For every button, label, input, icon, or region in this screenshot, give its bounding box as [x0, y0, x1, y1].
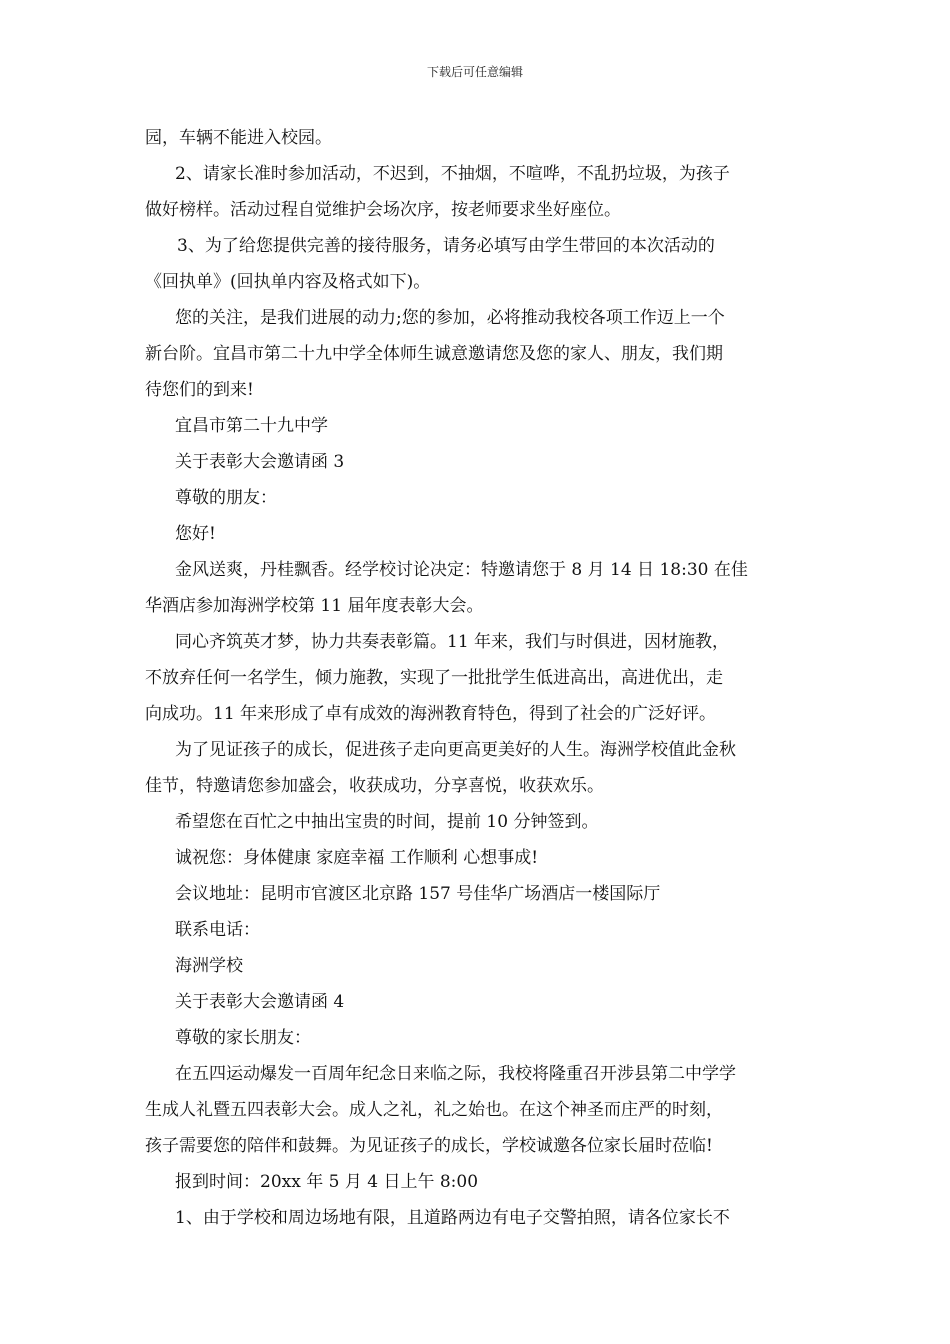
line-14: 华酒店参加海洲学校第 11 届年度表彰大会。	[145, 596, 484, 616]
page-header: 下载后可任意编辑	[426, 65, 523, 79]
line-4: 3、为了给您提供完善的接待服务，请务必填写由学生带回的本次活动的	[177, 236, 715, 256]
line-18: 为了见证孩子的成长，促进孩子走向更高更美好的人生。海洲学校值此金秋	[175, 740, 736, 760]
line-9: 宜昌市第二十九中学	[175, 416, 328, 436]
line-24: 海洲学校	[175, 956, 243, 976]
line-8: 待您们的到来!	[145, 380, 254, 400]
line-19: 佳节，特邀请您参加盛会，收获成功，分享喜悦，收获欢乐。	[145, 776, 604, 796]
line-21: 诚祝您：身体健康 家庭幸福 工作顺利 心想事成!	[175, 848, 539, 868]
line-1: 园，车辆不能进入校园。	[145, 128, 332, 148]
line-10: 关于表彰大会邀请函 3	[175, 452, 345, 472]
line-15: 同心齐筑英才梦，协力共奏表彰篇。11 年来，我们与时俱进，因材施教，	[175, 632, 730, 652]
line-26: 尊敬的家长朋友：	[175, 1028, 311, 1048]
document-body	[145, 120, 815, 1236]
line-17: 向成功。11 年来形成了卓有成效的海洲教育特色，得到了社会的广泛好评。	[145, 704, 717, 724]
line-23: 联系电话：	[175, 920, 260, 940]
line-25: 关于表彰大会邀请函 4	[175, 992, 345, 1012]
line-2: 2、请家长准时参加活动，不迟到，不抽烟，不喧哗，不乱扔垃圾，为孩子	[175, 164, 730, 184]
line-29: 孩子需要您的陪伴和鼓舞。为见证孩子的成长，学校诚邀各位家长届时莅临!	[145, 1136, 713, 1156]
line-30: 报到时间：20xx 年 5 月 4 日上午 8:00	[175, 1172, 479, 1192]
line-28: 生成人礼暨五四表彰大会。成人之礼，礼之始也。在这个神圣而庄严的时刻，	[145, 1100, 723, 1120]
line-20: 希望您在百忙之中抽出宝贵的时间，提前 10 分钟签到。	[175, 812, 599, 832]
line-5: 《回执单》(回执单内容及格式如下)。	[145, 272, 431, 292]
line-6: 您的关注，是我们进展的动力;您的参加，必将推动我校各项工作迈上一个	[175, 308, 725, 328]
line-27: 在五四运动爆发一百周年纪念日来临之际，我校将隆重召开涉县第二中学学	[175, 1064, 736, 1084]
line-7: 新台阶。宜昌市第二十九中学全体师生诚意邀请您及您的家人、朋友，我们期	[145, 344, 723, 364]
line-3: 做好榜样。活动过程自觉维护会场次序，按老师要求坐好座位。	[145, 200, 621, 220]
line-11: 尊敬的朋友：	[175, 488, 277, 508]
line-13: 金风送爽，丹桂飘香。经学校讨论决定：特邀请您于 8 月 14 日 18:30 在佳	[175, 560, 748, 580]
line-22: 会议地址：昆明市官渡区北京路 157 号佳华广场酒店一楼国际厅	[175, 884, 661, 904]
line-31: 1、由于学校和周边场地有限，且道路两边有电子交警拍照，请各位家长不	[175, 1208, 730, 1228]
line-12: 您好!	[175, 524, 216, 544]
line-16: 不放弃任何一名学生，倾力施教，实现了一批批学生低进高出，高进优出，走	[145, 668, 723, 688]
